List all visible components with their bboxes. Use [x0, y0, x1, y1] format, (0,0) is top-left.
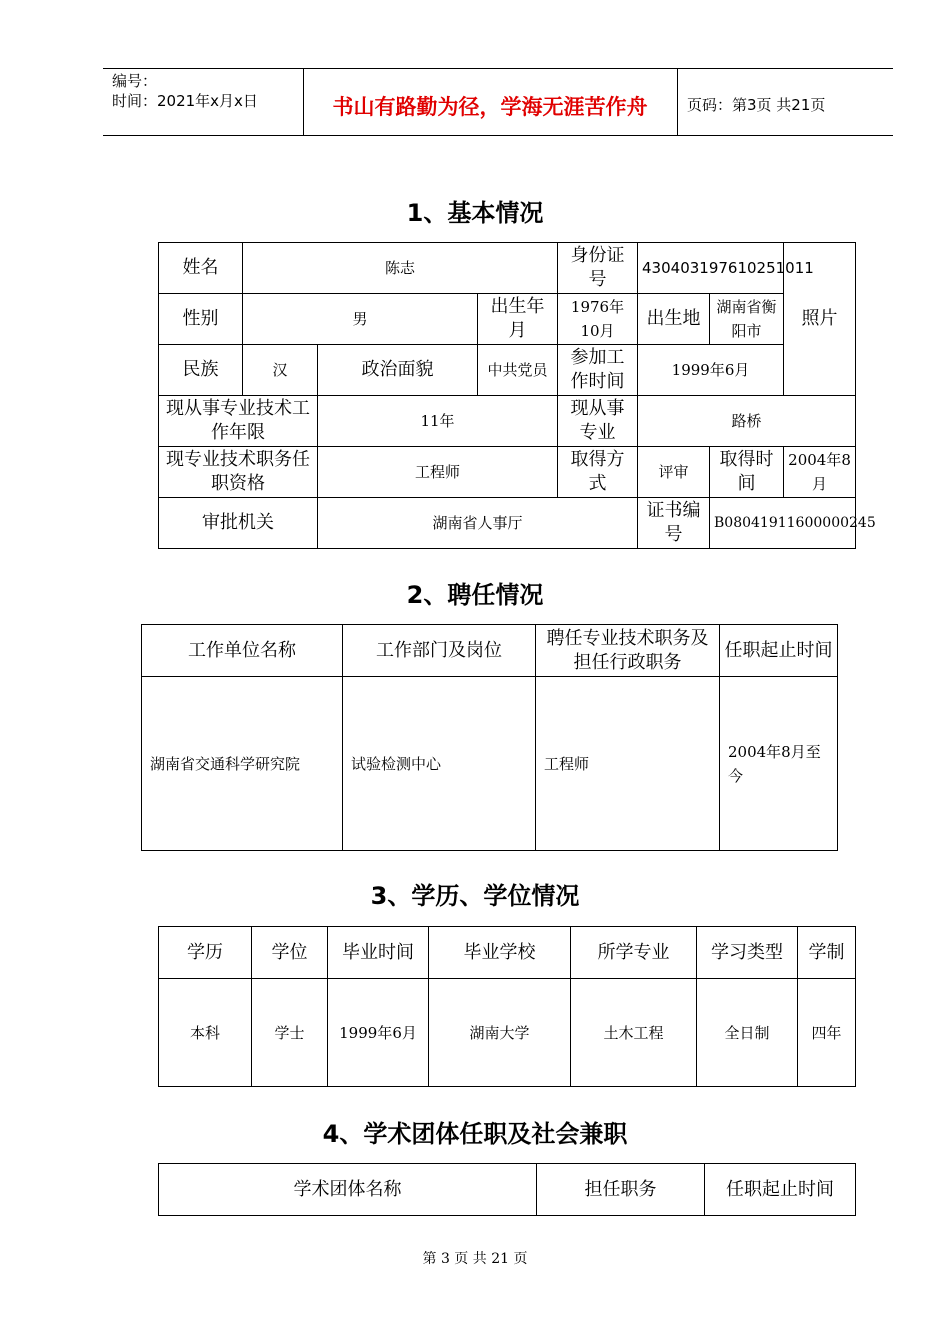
gender-label: 性别	[159, 294, 243, 345]
page-label: 页码：第3页 共21页	[687, 96, 826, 114]
section-title: 3、学历、学位情况	[370, 882, 580, 910]
obtain-time-value: 2004年8月	[784, 447, 856, 498]
gender-value: 男	[243, 294, 478, 345]
column-header: 任职起止时间	[720, 625, 838, 677]
appointment-table	[141, 624, 838, 851]
method-value: 评审	[638, 447, 710, 498]
table-cell: 学士	[252, 979, 328, 1087]
column-header: 毕业学校	[429, 927, 571, 979]
method-label: 取得方式	[558, 447, 638, 498]
column-header: 学位	[252, 927, 328, 979]
ethnicity-value: 汉	[243, 345, 318, 396]
obtain-time-label: 取得时间	[710, 447, 784, 498]
academic-table	[158, 1163, 856, 1216]
political-label: 政治面貌	[318, 345, 478, 396]
birth-value: 1976年10月	[558, 294, 638, 345]
table-cell: 试验检测中心	[343, 677, 536, 851]
political-value: 中共党员	[478, 345, 558, 396]
title-value: 工程师	[318, 447, 558, 498]
birth-label: 出生年月	[478, 294, 558, 345]
table-cell: 1999年6月	[328, 979, 429, 1087]
birthplace-value: 湖南省衡阳市	[710, 294, 784, 345]
table-cell: 土木工程	[571, 979, 697, 1087]
ethnicity-label: 民族	[159, 345, 243, 396]
header-divider	[677, 69, 678, 136]
cert-label: 证书编号	[638, 498, 710, 549]
column-header: 学术团体名称	[159, 1164, 537, 1216]
column-header: 工作部门及岗位	[343, 625, 536, 677]
name-value: 陈志	[243, 243, 558, 294]
header-bottom-line	[103, 135, 893, 136]
page-footer: 第 3 页 共 21 页	[422, 1251, 528, 1267]
column-header: 学历	[159, 927, 252, 979]
column-header: 学制	[798, 927, 856, 979]
id-value: 430403197610251011	[638, 243, 784, 294]
table-cell: 2004年8月至今	[720, 677, 838, 851]
birthplace-label: 出生地	[638, 294, 710, 345]
years-value: 11年	[318, 396, 558, 447]
column-header: 所学专业	[571, 927, 697, 979]
field-label: 现从事专业	[558, 396, 638, 447]
table-cell: 工程师	[536, 677, 720, 851]
years-label: 现从事专业技术工作年限	[159, 396, 318, 447]
table-cell: 湖南省交通科学研究院	[142, 677, 343, 851]
id-label: 身份证号	[558, 243, 638, 294]
column-header: 学习类型	[697, 927, 798, 979]
section-title: 4、学术团体任职及社会兼职	[322, 1120, 628, 1148]
authority-label: 审批机关	[159, 498, 318, 549]
table-cell: 本科	[159, 979, 252, 1087]
photo-cell: 照片	[784, 243, 856, 396]
table-cell: 四年	[798, 979, 856, 1087]
section-title: 1、基本情况	[406, 199, 544, 227]
education-table	[158, 926, 856, 1087]
work-start-label: 参加工作时间	[558, 345, 638, 396]
title-label: 现专业技术职务任职资格	[159, 447, 318, 498]
column-header: 聘任专业技术职务及担任行政职务	[536, 625, 720, 677]
table-cell: 湖南大学	[429, 979, 571, 1087]
header-top-line	[103, 68, 893, 69]
name-label: 姓名	[159, 243, 243, 294]
authority-value: 湖南省人事厅	[318, 498, 638, 549]
number-label: 编号：	[112, 72, 158, 90]
table-cell: 全日制	[697, 979, 798, 1087]
field-value: 路桥	[638, 396, 856, 447]
column-header: 担任职务	[537, 1164, 705, 1216]
cert-value: B08041911600000245	[710, 498, 856, 549]
column-header: 工作单位名称	[142, 625, 343, 677]
time-label: 时间：2021年x月x日	[112, 92, 258, 110]
work-start-value: 1999年6月	[638, 345, 784, 396]
basic-info-table	[158, 242, 876, 549]
column-header: 毕业时间	[328, 927, 429, 979]
section-title: 2、聘任情况	[406, 581, 544, 609]
motto: 书山有路勤为径，学海无涯苦作舟	[332, 95, 648, 119]
column-header: 任职起止时间	[705, 1164, 856, 1216]
